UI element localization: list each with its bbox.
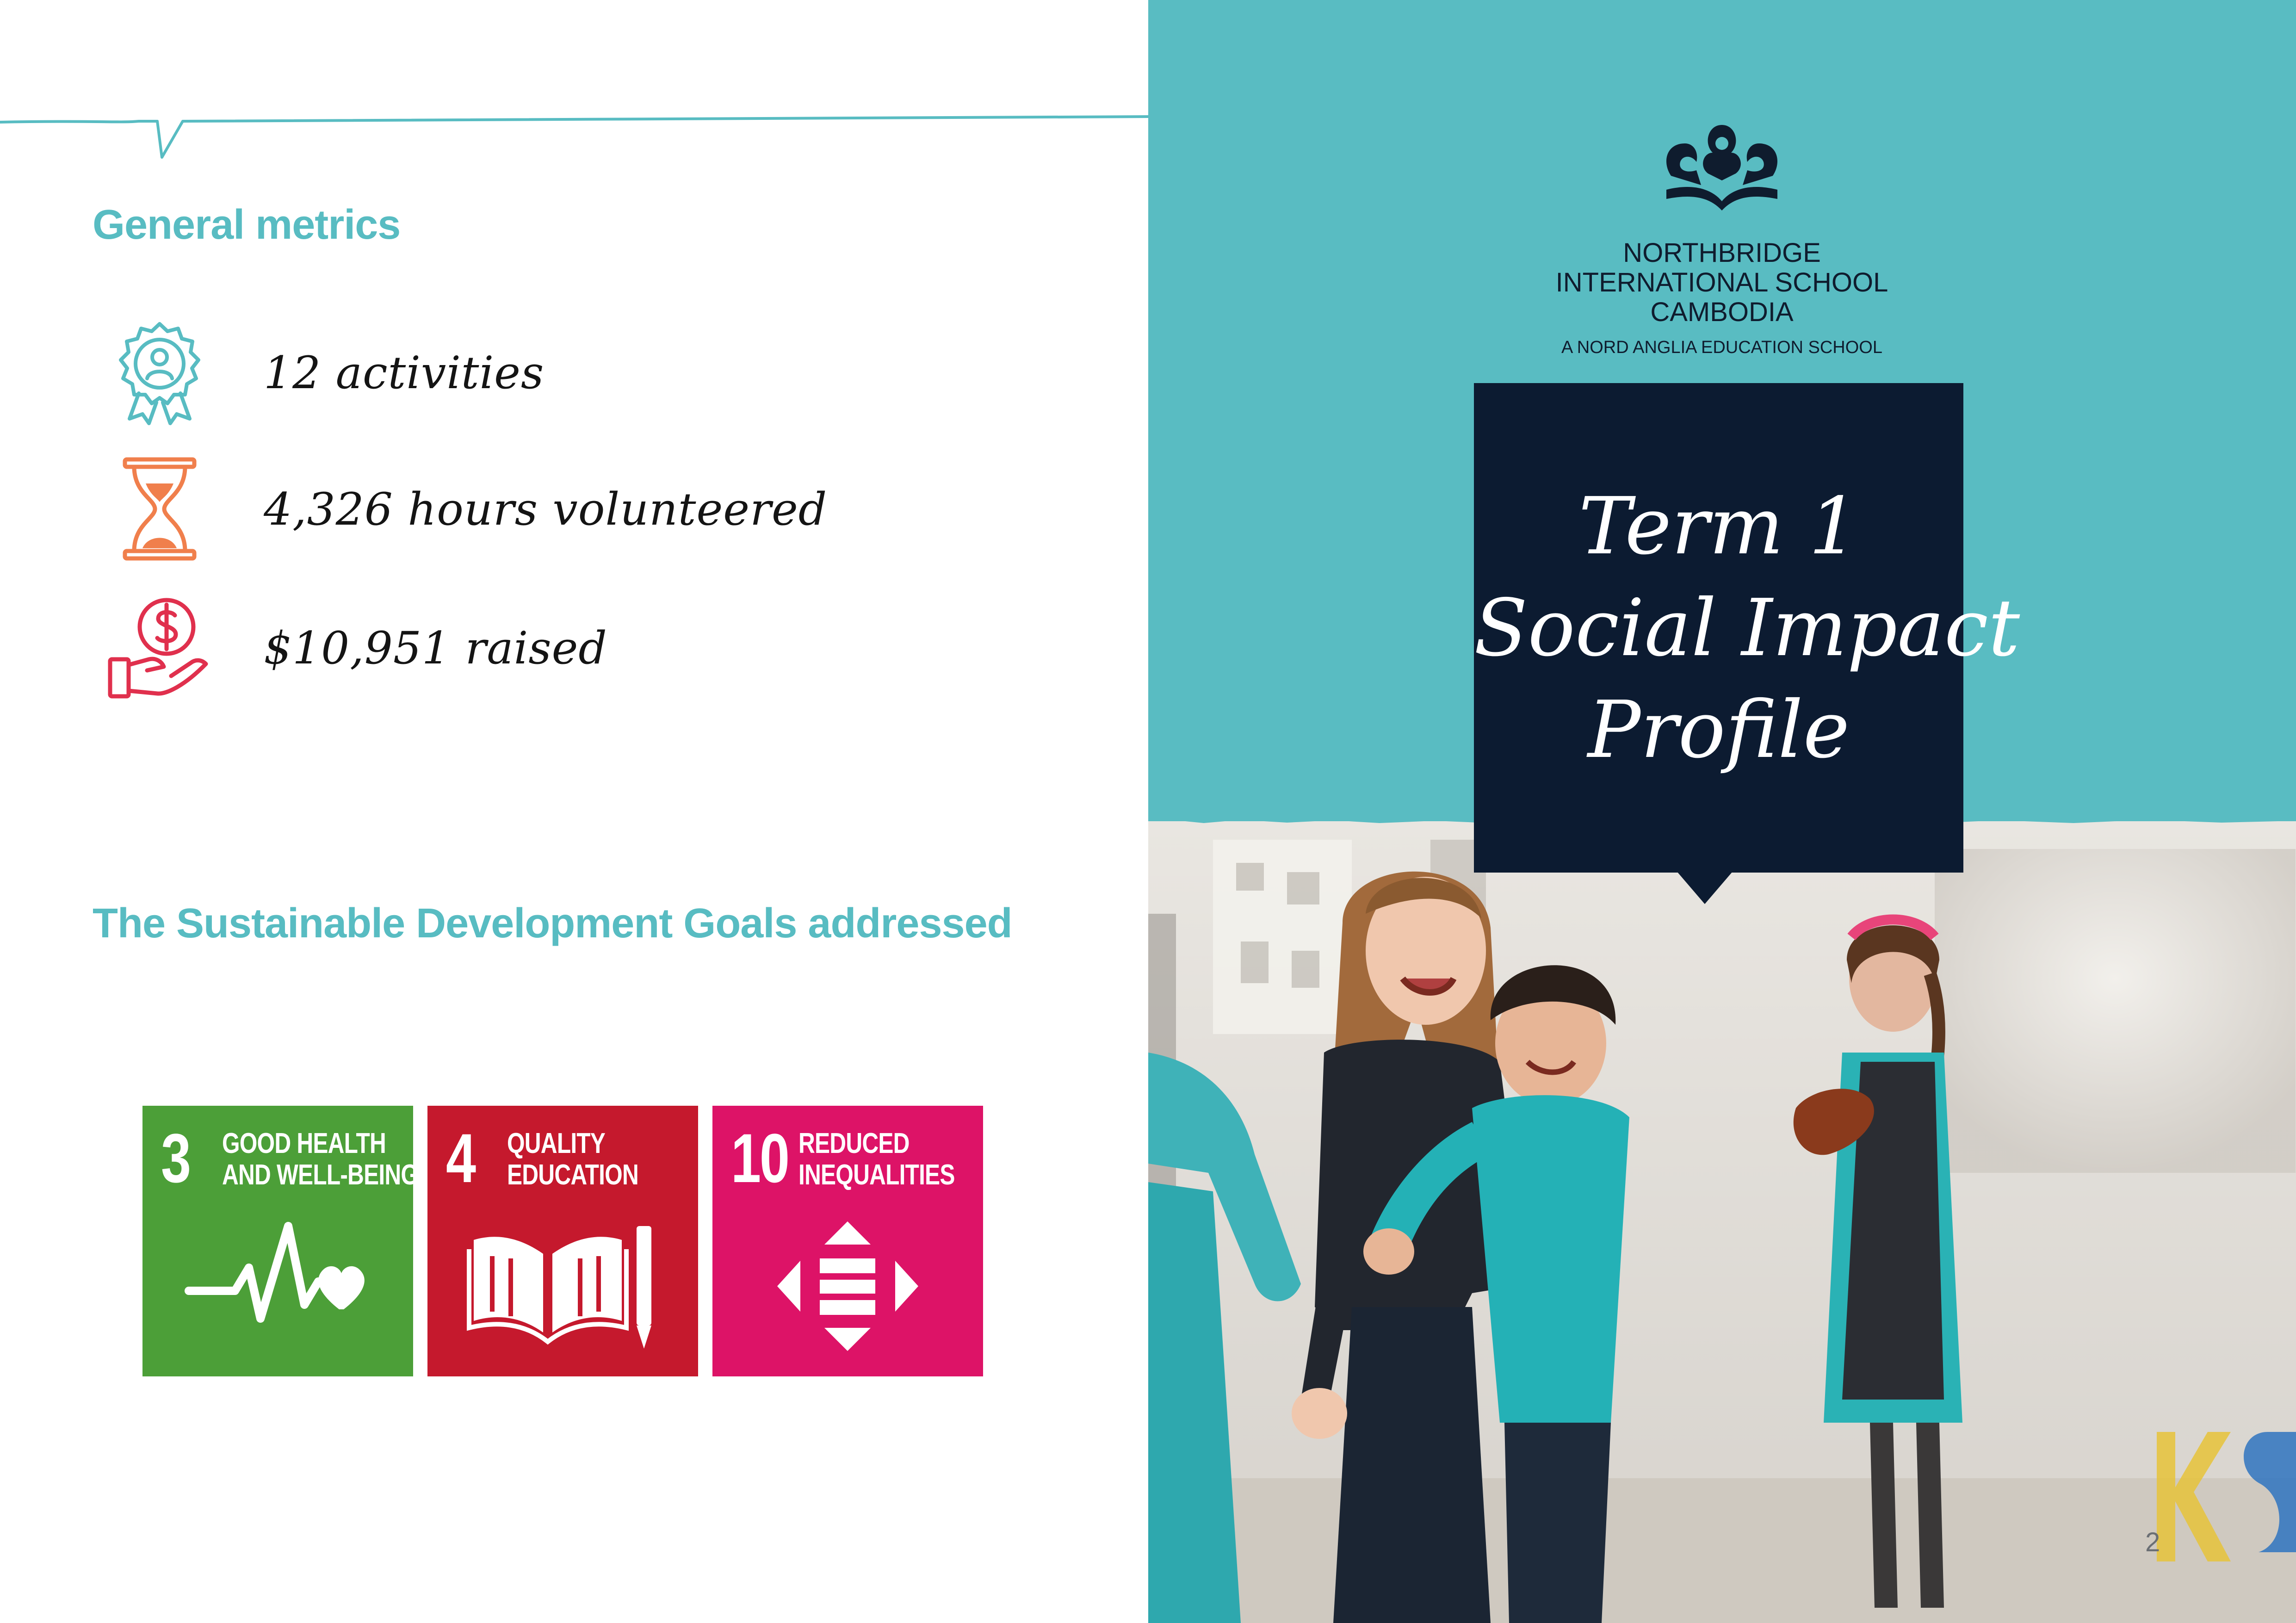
report-title-line2: Social Impact	[1474, 582, 2020, 674]
sdg-4-title	[507, 1128, 638, 1191]
school-name-line3: CAMBODIA	[1650, 297, 1794, 327]
report-title-line3: Profile	[1587, 684, 1850, 776]
report-title-line1: Term 1	[1578, 481, 1859, 572]
money-hand-icon	[106, 595, 213, 701]
metric-raised-text: $10,951 raised	[264, 622, 607, 674]
metric-raised	[106, 595, 1032, 706]
metric-activities-text: 12 activities	[264, 347, 545, 399]
sdg-4-title-line1: QUALITY	[507, 1127, 606, 1159]
school-crest-icon	[1652, 116, 1791, 222]
equality-arrows-icon	[749, 1212, 946, 1360]
report-title	[1474, 476, 2020, 781]
award-badge-icon	[106, 319, 213, 426]
sdg-3-tile	[142, 1106, 419, 1376]
title-box	[1474, 383, 2020, 873]
general-metrics-heading: General metrics	[93, 202, 401, 248]
right-page	[1148, 0, 2296, 1623]
school-name-line1: NORTHBRIDGE	[1623, 238, 1821, 268]
heartbeat-icon	[179, 1212, 376, 1360]
sdg-10-title	[798, 1128, 955, 1191]
top-divider-line	[0, 93, 1148, 167]
sdg-4-tile	[427, 1106, 698, 1376]
sdg-10-title-line1: REDUCED	[798, 1127, 910, 1159]
sdg-3-title-line2: AND WELL-BEING	[222, 1159, 419, 1191]
sdg-heading: The Sustainable Development Goals addressed	[93, 900, 1012, 947]
metric-activities	[106, 319, 1032, 430]
sdg-3-number: 3	[161, 1119, 190, 1197]
hourglass-icon	[106, 456, 213, 562]
sdg-10-title-line2: INEQUALITIES	[798, 1159, 955, 1191]
metric-hours	[106, 456, 1032, 567]
sdg-4-title-line2: EDUCATION	[507, 1159, 638, 1191]
sdg-3-title	[222, 1128, 418, 1191]
page-number: 2	[2145, 1527, 2160, 1557]
school-name-line2: INTERNATIONAL SCHOOL	[1555, 267, 1888, 297]
sdg-10-number: 10	[731, 1119, 788, 1197]
sdg-3-title-line1: GOOD HEALTH	[222, 1127, 386, 1159]
school-subtitle: A NORD ANGLIA EDUCATION SCHOOL	[1561, 338, 1882, 357]
school-name	[1417, 238, 2027, 327]
metric-hours-text: 4,326 hours volunteered	[264, 483, 828, 535]
students-photo	[1148, 821, 2296, 1623]
sdg-4-number: 4	[446, 1119, 475, 1197]
book-pencil-icon	[464, 1212, 661, 1360]
sdg-10-tile	[712, 1106, 983, 1376]
title-box-pointer	[1677, 872, 1733, 909]
